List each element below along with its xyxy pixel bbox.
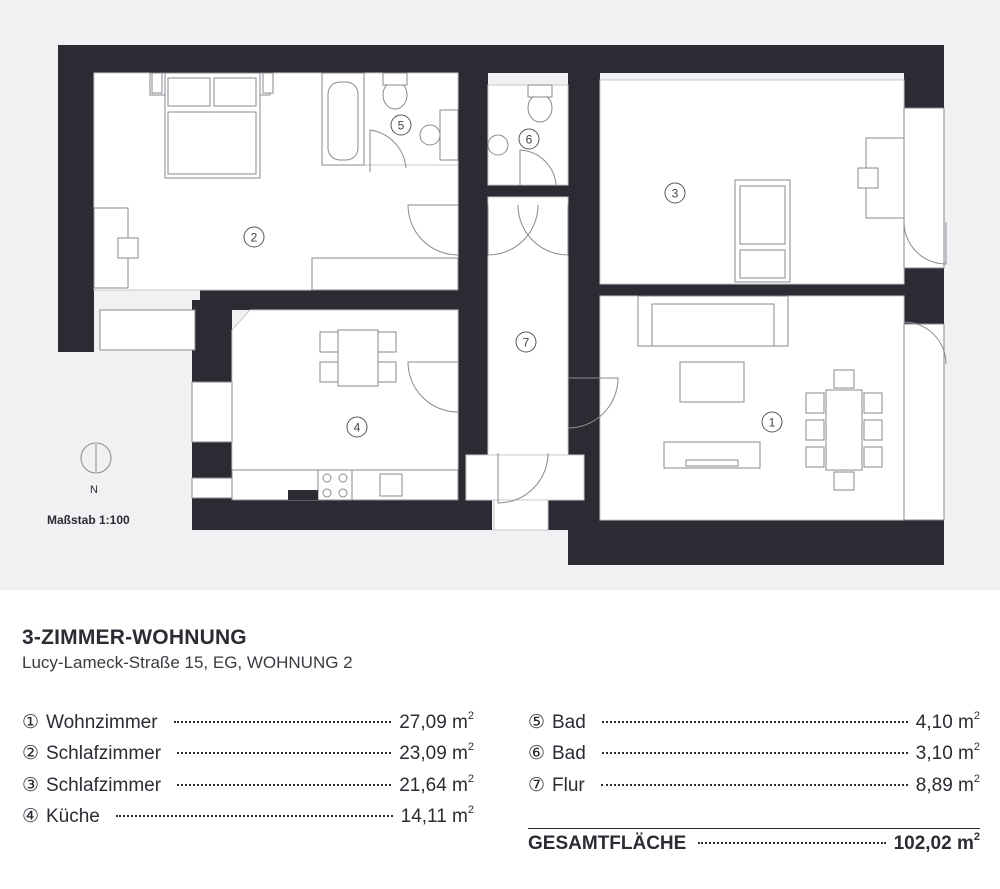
north-label: N — [90, 484, 98, 496]
svg-text:3: 3 — [671, 186, 679, 201]
room-marker-7 — [516, 332, 536, 352]
room-row-wohnzimmer: ① Wohnzimmer 27,09 $m^2$ — [22, 710, 474, 733]
total-divider — [528, 828, 980, 829]
room-row-bad-6: ⑥ Bad 3,10 $m^2$ — [528, 741, 980, 765]
svg-text:5: 5 — [397, 118, 405, 133]
north-compass — [81, 443, 111, 496]
coffee-table — [680, 362, 744, 402]
room-marker-1 — [762, 412, 782, 432]
svg-text:7: 7 — [522, 335, 530, 350]
svg-text:6: 6 — [525, 132, 533, 147]
entry-step — [494, 500, 548, 530]
room-row-bad-5: ⑤ Bad 4,10 $m^2$ — [528, 710, 980, 733]
total-label: GESAMTFLÄCHE — [528, 833, 687, 854]
area-legend — [0, 590, 1000, 889]
dining-table — [826, 390, 862, 470]
listing-address: Lucy-Lameck-Straße 15, EG, WOHNUNG 2 — [22, 653, 353, 672]
svg-text:4: 4 — [353, 420, 361, 435]
room-marker-2 — [244, 227, 264, 247]
listing-title: 3-ZIMMER-WOHNUNG — [22, 626, 247, 649]
svg-text:2: 2 — [250, 230, 258, 245]
room-list-left — [22, 711, 474, 836]
room-marker-4 — [347, 417, 367, 437]
scale-label: Maßstab 1:100 — [47, 513, 130, 527]
room-marker-6 — [519, 129, 539, 149]
kitchen-table — [338, 330, 378, 386]
svg-text:1: 1 — [768, 415, 776, 430]
room-row-kueche: ④ Küche 14,11 $m^2$ — [22, 803, 474, 827]
entry-floor — [466, 455, 584, 500]
total-value: 102,02 $m^2$ — [893, 831, 980, 854]
room-marker-5 — [391, 115, 411, 135]
total-area-row — [528, 833, 980, 855]
room-list-right — [528, 711, 980, 805]
room-row-flur: ⑦ Flur 8,89 $m^2$ — [528, 772, 980, 796]
room-row-schlafzimmer-2: ② Schlafzimmer 23,09 $m^2$ — [22, 741, 474, 765]
room-row-schlafzimmer-3: ③ Schlafzimmer 21,64 $m^2$ — [22, 772, 474, 796]
room-marker-3 — [665, 183, 685, 203]
